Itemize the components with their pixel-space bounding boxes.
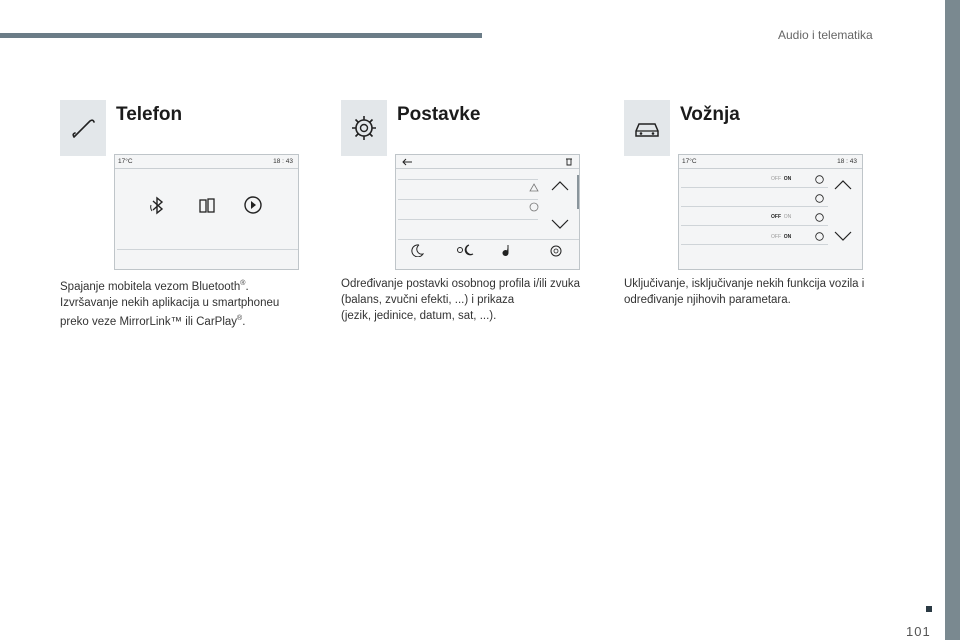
toggle-off-label: OFF [771, 234, 781, 240]
car-icon [624, 100, 670, 156]
trash-icon[interactable] [565, 157, 573, 166]
side-band [945, 0, 960, 640]
description-line: (jezik, jedinice, datum, sat, ...). [341, 310, 497, 322]
toggle-on-label: ON [783, 214, 792, 220]
list-divider [681, 225, 828, 226]
brightness-icon[interactable] [454, 243, 476, 257]
status-bar [115, 155, 298, 169]
page-marker [926, 606, 932, 612]
scrollbar[interactable] [577, 175, 579, 209]
section-description [341, 276, 611, 324]
toggle-off-label: OFF [771, 176, 781, 182]
bluetooth-icon[interactable] [149, 195, 167, 217]
section-title: Telefon [116, 104, 183, 125]
registered-mark: ® [237, 314, 243, 322]
toggle-switch[interactable] [771, 234, 791, 240]
driving-screen-preview [678, 154, 863, 270]
list-divider [681, 206, 828, 207]
description-line: Izvršavanje nekih aplikacija u smartphoneu [60, 296, 280, 309]
punctuation: . [242, 315, 246, 328]
toolbar-divider [398, 239, 579, 240]
description-line: Spajanje mobitela vezom Bluetooth [60, 280, 241, 293]
registered-mark: ® [240, 280, 246, 287]
settings-screen-preview [395, 154, 580, 270]
scroll-up-icon[interactable] [551, 181, 569, 191]
toggle-off-label: OFF [771, 214, 781, 220]
scroll-up-icon[interactable] [834, 180, 852, 190]
toggle-switch[interactable] [771, 214, 791, 220]
status-bar [679, 155, 862, 169]
description-line: (balans, zvučni efekti, ...) i prikaza [341, 294, 515, 306]
description-line: Određivanje postavki osobnog profila i/ili zvuka [341, 278, 581, 290]
scroll-down-icon[interactable] [834, 231, 852, 241]
clock-readout: 18 : 43 [837, 158, 857, 165]
info-icon [529, 202, 539, 212]
mirroring-icon[interactable] [243, 195, 263, 215]
status-bar [396, 155, 579, 169]
chapter-title: Audio i telematika [778, 28, 873, 42]
page-number: 101 [906, 624, 931, 639]
info-icon[interactable] [815, 232, 824, 241]
info-icon[interactable] [815, 194, 824, 203]
list-divider [681, 187, 828, 188]
description-line: preko veze MirrorLink™ ili CarPlay [60, 315, 238, 328]
temperature-readout: 17°C [682, 158, 697, 165]
phone-screen-preview [114, 154, 299, 270]
clock-readout: 18 : 43 [273, 158, 293, 165]
toggle-switch[interactable] [771, 176, 791, 182]
toggle-on-label: ON [783, 234, 792, 240]
contacts-icon[interactable] [197, 196, 217, 216]
bottom-divider [117, 249, 298, 250]
profile-night-icon[interactable] [410, 243, 424, 257]
description-line: određivanje njihovih parametara. [624, 294, 791, 306]
warning-icon [529, 183, 539, 192]
scroll-down-icon[interactable] [551, 219, 569, 229]
info-icon[interactable] [815, 213, 824, 222]
back-arrow-icon[interactable] [401, 158, 413, 166]
list-divider [398, 219, 538, 220]
temperature-readout: 17°C [118, 158, 133, 165]
section-description [624, 276, 894, 308]
info-icon[interactable] [815, 175, 824, 184]
header-rule [0, 33, 482, 38]
punctuation: . [245, 280, 249, 293]
list-divider [681, 244, 828, 245]
section-description [60, 276, 330, 330]
list-divider [398, 179, 538, 180]
section-title: Postavke [397, 104, 481, 125]
description-line: Uključivanje, isključivanje nekih funkcija vozila i [624, 278, 865, 290]
audio-icon[interactable] [500, 243, 514, 257]
toggle-on-label: ON [783, 176, 792, 182]
system-settings-icon[interactable] [547, 242, 563, 258]
list-divider [398, 199, 538, 200]
section-title: Vožnja [680, 104, 740, 125]
settings-gear-icon [341, 100, 387, 156]
phone-handset-icon [60, 100, 106, 156]
